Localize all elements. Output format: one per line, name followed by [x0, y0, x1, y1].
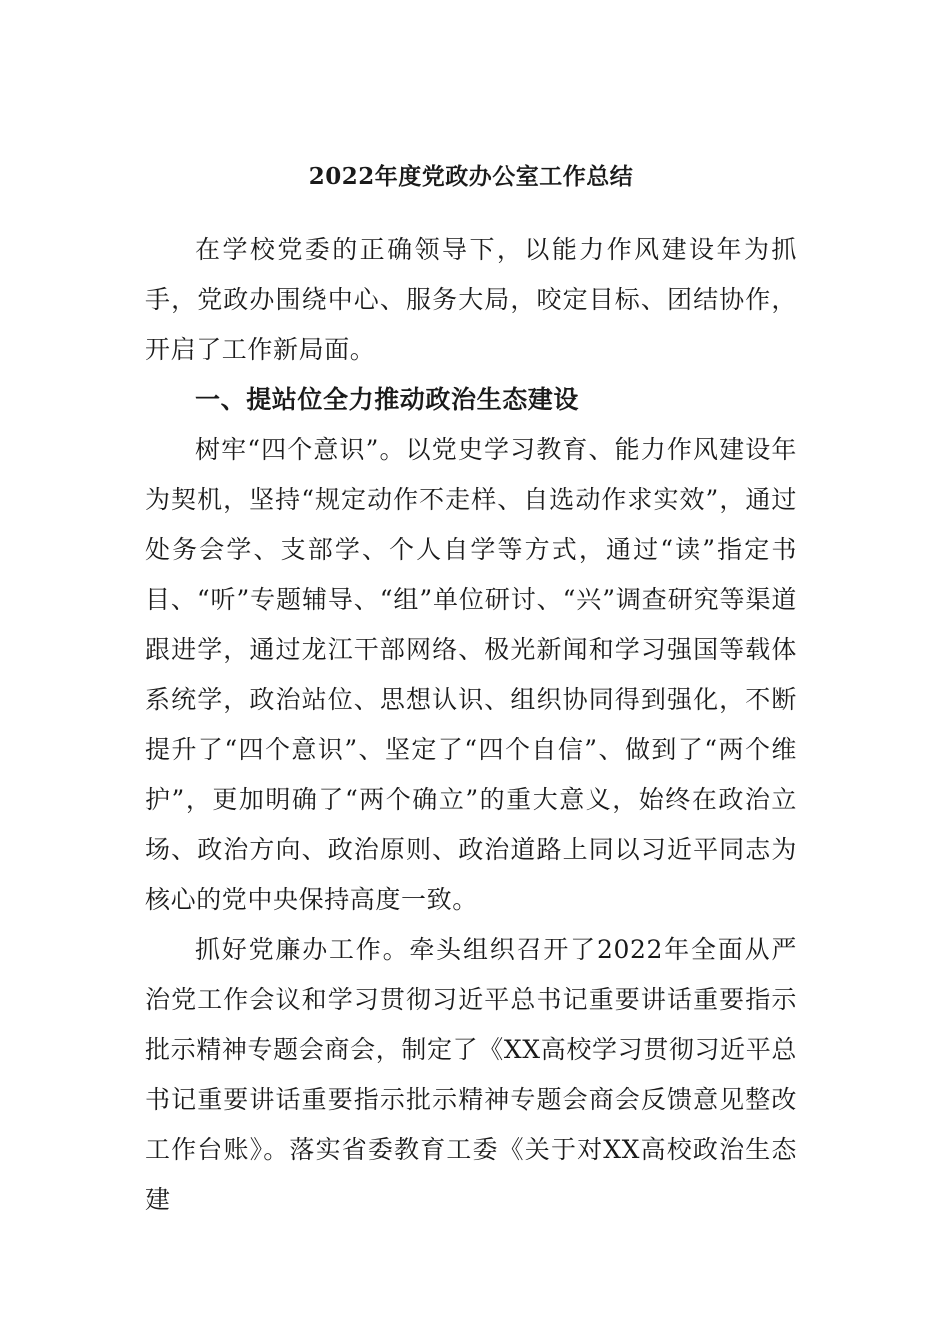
document-title: 2022年度党政办公室工作总结: [308, 163, 634, 190]
document-page: [145, 155, 797, 1225]
section-heading-1: 一、提站位全力推动政治生态建设: [195, 385, 580, 414]
section1-paragraph-1: 树牢“四个意识”。以党史学习教育、能力作风建设年为契机，坚持“规定动作不走样、自选动作求实效”，通过处务会学、支部学、个人自学等方式，通过“读”指定书目、“听”专题辅导、“组”单位研讨、“兴”调查研究等渠道跟进学，通过龙江干部网络、极光新闻和学习强国等载体系统学，政治站位、思想认识、组织协同得到强化，不断提升了“四个意识”、坚定了“四个自信”、做到了“两个维护”，更加明确了“两个确立”的重大意义，始终在政治立场、政治方向、政治原则、政治道路上同以习近平同志为核心的党中央保持高度一致。: [145, 435, 797, 914]
section1-paragraph-2: 抓好党廉办工作。牵头组织召开了2022年全面从严治党工作会议和学习贯彻习近平总书记重要讲话重要指示批示精神专题会商会，制定了《XX高校学习贯彻习近平总书记重要讲话重要指示批示精神专题会商会反馈意见整改工作台账》。落实省委教育工委《关于对XX高校政治生态建: [145, 935, 797, 1214]
intro-paragraph: 在学校党委的正确领导下，以能力作风建设年为抓手，党政办围绕中心、服务大局，咬定目标、团结协作，开启了工作新局面。: [145, 235, 797, 364]
